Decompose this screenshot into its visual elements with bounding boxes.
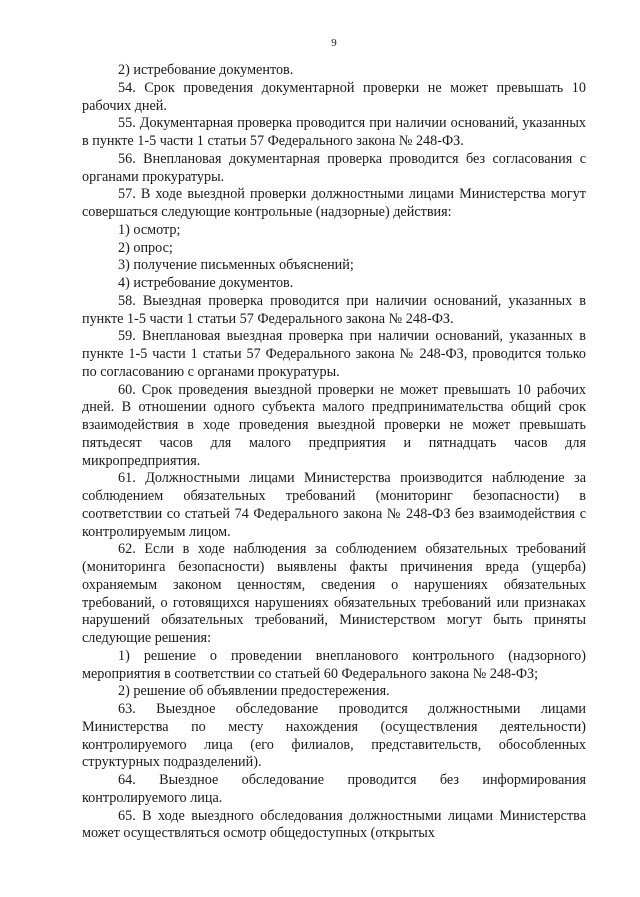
paragraph-list-item-2-documents: 2) истребование документов. — [118, 62, 294, 78]
paragraph-64: 64. Выездное обследование проводится без информирования контролируемого лица. — [82, 772, 586, 806]
paragraph-62-item-2: 2) решение об объявлении предостережения. — [118, 683, 390, 700]
paragraph-63: 63. Выездное обследование проводится должностными лицами Министерства по месту нахождения (осуществления деятельности) контролируемого лица (его филиалов, представительств, обособленных структурных подразделений). — [82, 701, 586, 771]
paragraph-57-item-3: 3) получение письменных объяснений; — [118, 257, 354, 274]
paragraph-65: 65. В ходе выездного обследования должностными лицами Министерства может осуществляться осмотр общедоступных (открытых — [82, 807, 586, 842]
paragraph-62-item-1: 1) решение о проведении внепланового контрольного (надзорного) мероприятия в соответствии со статьей 60 Федерального закона № 248-ФЗ; — [82, 647, 586, 682]
page-number: 9 — [331, 37, 337, 49]
paragraph-57-item-1: 1) осмотр; — [118, 221, 181, 238]
paragraph-59: 59. Внеплановая выездная проверка при наличии оснований, указанных в пункте 1-5 части 1 статьи 57 Федерального закона № 248-ФЗ, проводится только по согласованию с органами прокуратуры. — [82, 328, 586, 380]
document-body — [82, 62, 586, 843]
paragraph-62: 62. Если в ходе наблюдения за соблюдением обязательных требований (мониторинга безопасности) выявлены факты причинения вреда (ущерба) охраняемым законом ценностям, сведения о нарушениях обязательных требований, о готовящихся нарушениях обязательных требований или признаках нарушений обязательных требований, Министерством могут быть приняты следующие решения: — [82, 541, 586, 646]
paragraph-57: 57. В ходе выездной проверки должностными лицами Министерства могут совершаться следующие контрольные (надзорные) действия: — [82, 186, 586, 220]
paragraph-61: 61. Должностными лицами Министерства производится наблюдение за соблюдением обязательных требований (мониторинг безопасности) в соответствии со статьей 74 Федерального закона № 248-ФЗ без взаимодействия с контролируемым лицом. — [82, 470, 586, 540]
paragraph-58: 58. Выездная проверка проводится при наличии оснований, указанных в пункте 1-5 части 1 статьи 57 Федерального закона № 248-ФЗ. — [82, 292, 586, 327]
paragraph-54: 54. Срок проведения документарной проверки не может превышать 10 рабочих дней. — [82, 79, 586, 114]
paragraph-55: 55. Документарная проверка проводится при наличии оснований, указанных в пункте 1-5 части 1 статьи 57 Федерального закона № 248-ФЗ. — [82, 115, 586, 149]
paragraph-56: 56. Внеплановая документарная проверка проводится без согласования с органами прокуратуры. — [82, 150, 586, 185]
paragraph-57-item-4: 4) истребование документов. — [118, 275, 294, 291]
paragraph-57-item-2: 2) опрос; — [118, 239, 173, 256]
paragraph-60: 60. Срок проведения выездной проверки не может превышать 10 рабочих дней. В отношении одного субъекта малого предпринимательства общий срок взаимодействия в ходе проведения выездной проверки не может превышать пятьдесят часов для малого предприятия и пятнадцать часов для микропредприятия. — [82, 381, 586, 469]
